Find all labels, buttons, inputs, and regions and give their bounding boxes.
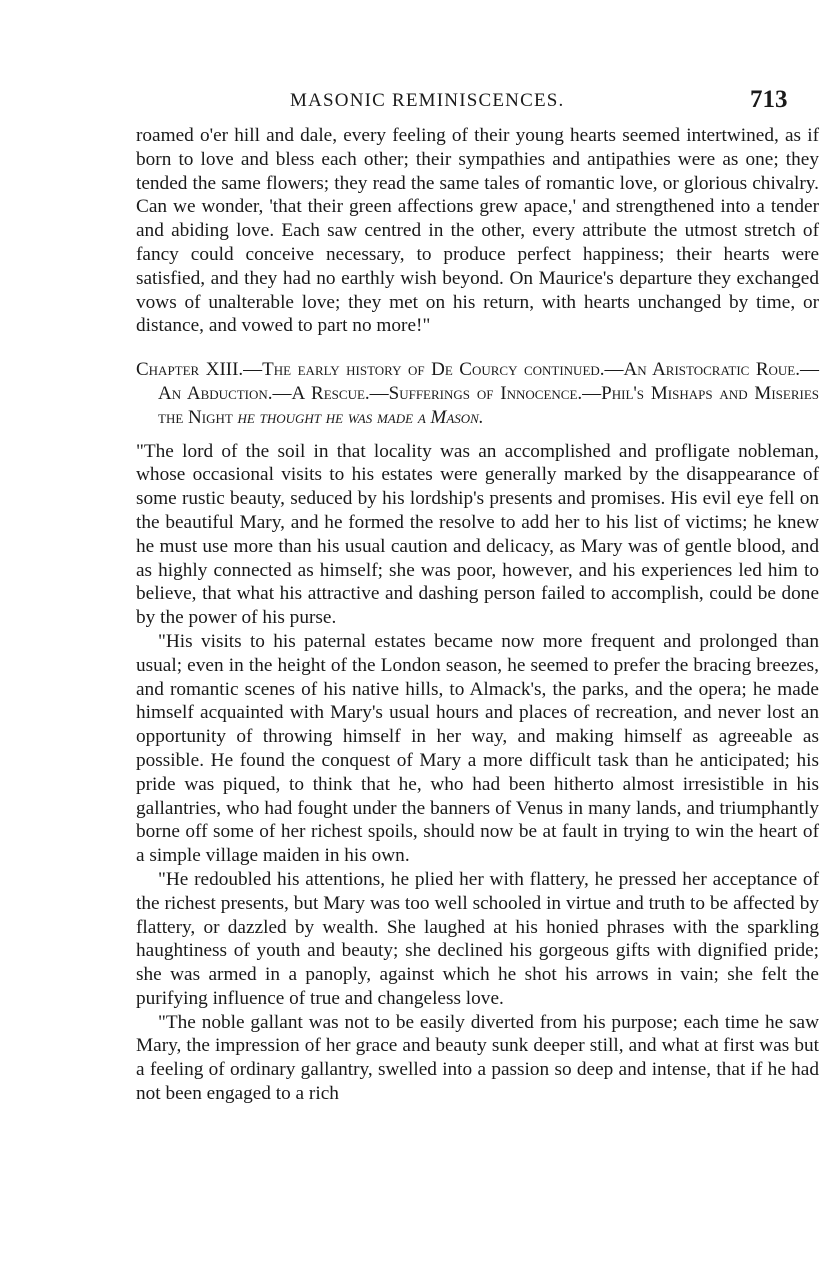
page-number: 713 [750, 86, 788, 113]
body-text [136, 124, 819, 1106]
paragraph-4: "The noble gallant was not to be easily diverted from his purpose; each time he saw Mary, the impression of her grace and beauty sunk deeper still, and what at first was but a feeling of ordinary gallantry, swelled into a passion so deep and intense, that if he had not been engaged to a rich [136, 1011, 819, 1105]
intro-paragraph: roamed o'er hill and dale, every feeling of their young hearts seemed intertwined, as if born to love and bless each other; their sympathies and antipathies were as one; they tended the same flowers; they read the same tales of romantic love, or glorious chivalry. Can we wonder, 'that their green affections grew apace,' and strengthened into a tender and abiding love. Each saw centred in the other, every attribute the utmost stretch of fancy could conceive necessary, to produce perfect happiness; their hearts were satisfied, and they had no earthly wish beyond. On Maurice's departure they exchanged vows of unalterable love; they met on his return, with hearts unchanged by time, or distance, and vowed to part no more!" [136, 125, 819, 337]
paragraph-3: "He redoubled his attentions, he plied her with flattery, he pressed her acceptance of the richest presents, but Mary was too well schooled in virtue and truth to be affected by flattery, or dazzled by wealth. She laughed at his honied phrases with the sparkling haughtiness of youth and beauty; she declined his gorgeous gifts with dignified pride; she was armed in a panoply, against which he shot his arrows in vain; she felt the purifying influence of true and changeless love. [136, 868, 819, 1009]
running-title: MASONIC REMINISCENCES. [290, 90, 565, 111]
chapter-heading [136, 358, 819, 429]
running-head [0, 86, 836, 116]
paragraph-2: "His visits to his paternal estates became now more frequent and prolonged than usual; even in the height of the London season, he seemed to prefer the bracing breezes, and romantic scenes of his native hills, to Almack's, the parks, and the opera; he made himself acquainted with Mary's usual hours and places of recreation, and never lost an opportunity of throwing himself in her way, and making himself as agreeable as possible. He found the conquest of Mary a more difficult task than he anticipated; his pride was piqued, to think that he, who had been hitherto almost irresistible in his gallantries, who had fought under the banners of Venus in many lands, and triumphantly borne off some of her richest spoils, should now be at fault in trying to win the heart of a simple village maiden in his own. [136, 630, 819, 867]
paragraph-1: "The lord of the soil in that locality was an accomplished and profligate nobleman, whose occasional visits to his estates were generally marked by the disappearance of some rustic beauty, seduced by his lordship's presents and promises. His evil eye fell on the beautiful Mary, and he formed the resolve to add her to his list of victims; he knew he must use more than his usual caution and delicacy, as Mary was of gentle blood, and as highly connected as himself; she was poor, however, and his experiences led him to believe, that what his attractive and dashing person failed to accomplish, could be done by the power of his purse. [136, 440, 819, 629]
chapter-heading-main: Chapter XIII.—The early history of De Courcy continued.—An Aristocratic Roue.—An Abduction.—A Rescue.—Sufferings of Innocence.—Phil's Mishaps and Miseries the Night [136, 359, 819, 428]
chapter-heading-italic: he thought he was made a Mason. [237, 406, 484, 428]
